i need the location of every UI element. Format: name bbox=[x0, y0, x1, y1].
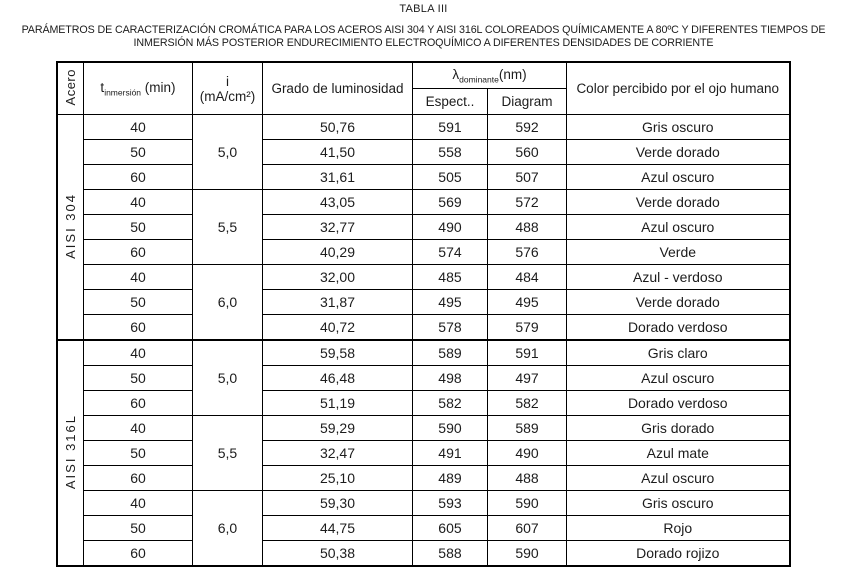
cell-color: Azul mate bbox=[567, 441, 790, 466]
header-espect: Espect.. bbox=[412, 89, 487, 115]
cell-t-inmersion: 60 bbox=[83, 165, 192, 190]
cell-diagram: 591 bbox=[487, 340, 566, 366]
cell-t-inmersion: 50 bbox=[83, 366, 192, 391]
cell-color: Gris oscuro bbox=[567, 491, 790, 516]
cell-espect: 591 bbox=[412, 115, 487, 140]
cell-espect: 558 bbox=[412, 140, 487, 165]
cell-t-inmersion: 60 bbox=[83, 240, 192, 265]
header-t-base: t bbox=[100, 79, 105, 95]
cell-espect: 489 bbox=[412, 466, 487, 491]
header-i-unit: (mA/cm²) bbox=[199, 88, 256, 104]
header-row-1 bbox=[57, 62, 789, 89]
cell-diagram: 484 bbox=[487, 265, 566, 290]
cell-t-inmersion: 50 bbox=[83, 441, 192, 466]
cell-grado: 59,30 bbox=[262, 491, 412, 516]
acero-group-label: AISI 316L bbox=[63, 413, 79, 490]
header-color-percibido: Color percibido por el ojo humano bbox=[567, 62, 790, 115]
cell-grado: 59,58 bbox=[262, 340, 412, 366]
table-row bbox=[57, 290, 789, 315]
cell-color: Gris dorado bbox=[567, 416, 790, 441]
cell-grado: 59,29 bbox=[262, 416, 412, 441]
table-row bbox=[57, 115, 789, 140]
cell-espect: 490 bbox=[412, 215, 487, 240]
table-row bbox=[57, 340, 789, 366]
table-row bbox=[57, 140, 789, 165]
cell-espect: 578 bbox=[412, 315, 487, 341]
table-row bbox=[57, 265, 789, 290]
cell-espect: 505 bbox=[412, 165, 487, 190]
cell-color: Verde dorado bbox=[567, 140, 790, 165]
cell-diagram: 507 bbox=[487, 165, 566, 190]
table-row bbox=[57, 215, 789, 240]
cell-diagram: 572 bbox=[487, 190, 566, 215]
cell-t-inmersion: 60 bbox=[83, 541, 192, 567]
cell-diagram: 590 bbox=[487, 491, 566, 516]
header-grado-luminosidad: Grado de luminosidad bbox=[262, 62, 412, 115]
table-row bbox=[57, 190, 789, 215]
header-t-inmersion bbox=[83, 62, 192, 115]
cell-t-inmersion: 40 bbox=[83, 265, 192, 290]
cell-t-inmersion: 40 bbox=[83, 491, 192, 516]
cell-color: Azul oscuro bbox=[567, 165, 790, 190]
table-row bbox=[57, 165, 789, 190]
table-body bbox=[57, 115, 789, 567]
cell-grado: 40,72 bbox=[262, 315, 412, 341]
cell-diagram: 488 bbox=[487, 215, 566, 240]
cell-color: Azul oscuro bbox=[567, 466, 790, 491]
tabla-iii bbox=[56, 61, 790, 567]
cell-t-inmersion: 50 bbox=[83, 290, 192, 315]
table-title: TABLA III bbox=[399, 3, 448, 15]
cell-grado: 44,75 bbox=[262, 516, 412, 541]
cell-diagram: 590 bbox=[487, 541, 566, 567]
subtitle-line-1: PARÁMETROS DE CARACTERIZACIÓN CROMÁTICA PARA LOS ACEROS AISI 304 Y AISI 316L COLOREADOS QUÍMICAMENTE A 80ºC Y DIFERENTES TIEMPOS DE bbox=[21, 24, 826, 36]
cell-diagram: 497 bbox=[487, 366, 566, 391]
table-row bbox=[57, 315, 789, 341]
header-lambda-symbol: λ bbox=[452, 66, 460, 82]
table-header bbox=[57, 62, 789, 115]
cell-t-inmersion: 60 bbox=[83, 315, 192, 341]
cell-grado: 43,05 bbox=[262, 190, 412, 215]
cell-grado: 32,47 bbox=[262, 441, 412, 466]
table-row bbox=[57, 516, 789, 541]
cell-grado: 32,00 bbox=[262, 265, 412, 290]
header-lambda-dominante bbox=[412, 62, 566, 89]
cell-grado: 31,61 bbox=[262, 165, 412, 190]
cell-diagram: 592 bbox=[487, 115, 566, 140]
table-row bbox=[57, 466, 789, 491]
cell-grado: 31,87 bbox=[262, 290, 412, 315]
cell-grado: 40,29 bbox=[262, 240, 412, 265]
cell-espect: 498 bbox=[412, 366, 487, 391]
cell-color: Gris claro bbox=[567, 340, 790, 366]
cell-espect: 569 bbox=[412, 190, 487, 215]
header-acero-label: Acero bbox=[63, 68, 79, 106]
cell-i-group: 6,0 bbox=[192, 491, 262, 567]
cell-i-group: 5,5 bbox=[192, 416, 262, 491]
table-row bbox=[57, 391, 789, 416]
header-t-unit: (min) bbox=[141, 79, 176, 95]
cell-t-inmersion: 60 bbox=[83, 391, 192, 416]
cell-t-inmersion: 40 bbox=[83, 416, 192, 441]
cell-diagram: 495 bbox=[487, 290, 566, 315]
cell-espect: 574 bbox=[412, 240, 487, 265]
cell-espect: 582 bbox=[412, 391, 487, 416]
header-t-sub: inmersión bbox=[104, 87, 142, 98]
cell-color: Rojo bbox=[567, 516, 790, 541]
cell-i-group: 5,5 bbox=[192, 190, 262, 265]
cell-diagram: 488 bbox=[487, 466, 566, 491]
cell-t-inmersion: 40 bbox=[83, 115, 192, 140]
cell-diagram: 582 bbox=[487, 391, 566, 416]
cell-espect: 605 bbox=[412, 516, 487, 541]
header-acero bbox=[57, 62, 83, 115]
cell-diagram: 607 bbox=[487, 516, 566, 541]
table-row bbox=[57, 416, 789, 441]
table-subtitle bbox=[0, 24, 847, 50]
cell-diagram: 579 bbox=[487, 315, 566, 341]
cell-t-inmersion: 60 bbox=[83, 466, 192, 491]
header-i-symbol: i bbox=[225, 73, 229, 89]
header-lambda-unit: (nm) bbox=[498, 66, 527, 82]
cell-i-group: 6,0 bbox=[192, 265, 262, 341]
cell-color: Azul - verdoso bbox=[567, 265, 790, 290]
cell-color: Verde dorado bbox=[567, 190, 790, 215]
cell-grado: 50,38 bbox=[262, 541, 412, 567]
cell-t-inmersion: 50 bbox=[83, 516, 192, 541]
cell-color: Azul oscuro bbox=[567, 215, 790, 240]
cell-i-group: 5,0 bbox=[192, 115, 262, 190]
cell-i-group: 5,0 bbox=[192, 340, 262, 416]
cell-color: Dorado rojizo bbox=[567, 541, 790, 567]
cell-t-inmersion: 50 bbox=[83, 140, 192, 165]
cell-espect: 588 bbox=[412, 541, 487, 567]
table-row bbox=[57, 240, 789, 265]
table-row bbox=[57, 441, 789, 466]
cell-acero-group bbox=[57, 340, 83, 566]
cell-color: Gris oscuro bbox=[567, 115, 790, 140]
cell-diagram: 576 bbox=[487, 240, 566, 265]
cell-t-inmersion: 40 bbox=[83, 340, 192, 366]
cell-espect: 491 bbox=[412, 441, 487, 466]
cell-espect: 589 bbox=[412, 340, 487, 366]
table-row bbox=[57, 541, 789, 567]
header-diagram: Diagram bbox=[487, 89, 566, 115]
cell-espect: 593 bbox=[412, 491, 487, 516]
cell-color: Dorado verdoso bbox=[567, 391, 790, 416]
acero-group-label: AISI 304 bbox=[63, 192, 79, 259]
cell-t-inmersion: 40 bbox=[83, 190, 192, 215]
cell-espect: 485 bbox=[412, 265, 487, 290]
header-lambda-sub: dominante bbox=[459, 74, 499, 85]
table-row bbox=[57, 491, 789, 516]
cell-grado: 25,10 bbox=[262, 466, 412, 491]
cell-color: Azul oscuro bbox=[567, 366, 790, 391]
cell-t-inmersion: 50 bbox=[83, 215, 192, 240]
cell-grado: 50,76 bbox=[262, 115, 412, 140]
subtitle-line-2: INMERSIÓN MÁS POSTERIOR ENDURECIMIENTO ELECTROQUÍMICO A DIFERENTES DENSIDADES DE CORRIENTE bbox=[133, 37, 714, 49]
cell-diagram: 490 bbox=[487, 441, 566, 466]
cell-espect: 590 bbox=[412, 416, 487, 441]
cell-color: Verde bbox=[567, 240, 790, 265]
cell-diagram: 589 bbox=[487, 416, 566, 441]
cell-grado: 46,48 bbox=[262, 366, 412, 391]
cell-diagram: 560 bbox=[487, 140, 566, 165]
cell-color: Verde dorado bbox=[567, 290, 790, 315]
cell-color: Dorado verdoso bbox=[567, 315, 790, 341]
cell-espect: 495 bbox=[412, 290, 487, 315]
cell-grado: 41,50 bbox=[262, 140, 412, 165]
header-i-density bbox=[192, 62, 262, 115]
cell-grado: 32,77 bbox=[262, 215, 412, 240]
cell-grado: 51,19 bbox=[262, 391, 412, 416]
cell-acero-group bbox=[57, 115, 83, 341]
table-row bbox=[57, 366, 789, 391]
